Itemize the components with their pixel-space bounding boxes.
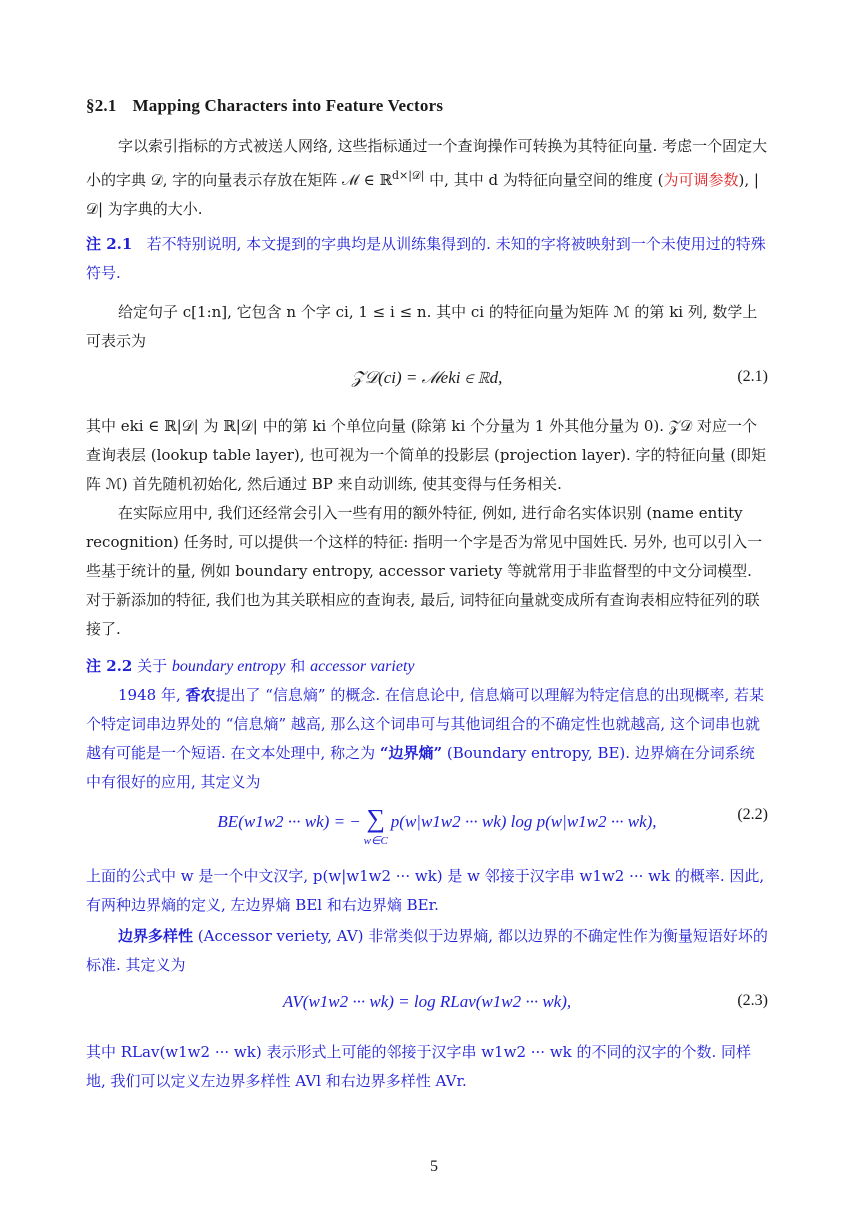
equation-lhs: BE(w1w2 ··· wk) = − bbox=[217, 812, 361, 831]
note-title-text: 关于 bbox=[137, 657, 168, 675]
section-number: §2.1 bbox=[86, 96, 117, 115]
note-paragraph bbox=[86, 681, 768, 797]
note-text: 若不特别说明, 本文提到的字典均是从训练集得到的. 未知的字将被映射到一个未使用过的特殊符号. bbox=[86, 235, 766, 282]
section-title: Mapping Characters into Feature Vectors bbox=[132, 96, 444, 115]
note-title-text: 和 bbox=[290, 657, 306, 675]
note-2-2 bbox=[86, 652, 768, 797]
equation-number: (2.2) bbox=[737, 806, 768, 823]
equation-2-2 bbox=[86, 806, 768, 856]
note-text: 提出了 “信息熵” 的概念. 在信息论中, 信息熵可以理解为特定信息的出现概率, 若某个特定词串边界处的 “信息熵” 越高, 那么这个词串可与其他词组合的不确定性也就越高, 这个词串也就越有可能是一个短语. 在文本处理中, 称之为 bbox=[86, 686, 764, 762]
boundary-entropy-term: “边界熵” bbox=[379, 744, 443, 762]
equation-number: (2.1) bbox=[737, 368, 768, 385]
note-title-term: boundary entropy bbox=[171, 658, 286, 675]
paragraph-sentence: 给定句子 c[1:n], 它包含 n 个字 ci, 1 ≤ i ≤ n. 其中 ci 的特征向量为矩阵 ℳ 的第 ki 列, 数学上可表示为 bbox=[86, 303, 758, 350]
paragraph-be-explanation: 上面的公式中 w 是一个中文汉字, p(w|w1w2 ··· wk) 是 w 邻接于汉字串 w1w2 ··· wk 的概率. 因此, 有两种边界熵的定义, 左边界熵 BEl 和右边界熵 BEr. bbox=[86, 867, 765, 914]
note-text: 1948 年, bbox=[118, 686, 186, 704]
accessor-variety-term: 边界多样性 bbox=[118, 927, 194, 945]
paragraph-av-explanation: 其中 RLav(w1w2 ··· wk) 表示形式上可能的邻接于汉字串 w1w2 ··· wk 的不同的汉字的个数. 同样地, 我们可以定义左边界多样性 AVl 和右边界多样性 AVr. bbox=[86, 1043, 752, 1090]
paragraph-text: 字以索引指标的方式被送人网络, 这些指标通过一个查询操作可转换为其特征向量. 考虑一个固定大小的字典 𝒟, 字的向量表示存放在矩阵 ℳ ∈ ℝ bbox=[86, 137, 768, 189]
equation-body: AV(w1w2 ··· wk) = log RLav(w1w2 ··· wk), bbox=[282, 992, 572, 1011]
shannon-name: 香农 bbox=[185, 686, 216, 704]
paragraph-accessor-variety bbox=[86, 922, 768, 980]
note-title-term: accessor variety bbox=[310, 658, 415, 675]
note-label: 注 2.2 bbox=[86, 657, 133, 675]
paragraph-unit-vector: 其中 eki ∈ ℝ|𝒟| 为 ℝ|𝒟| 中的第 ki 个单位向量 (除第 ki 个分量为 1 外其他分量为 0). 𝒵𝒟 对应一个查询表层 (lookup table layer), 也可视为一个简单的投影层 (projection layer). 字的特征向量 (即矩阵 ℳ) 首先随机初始化, 然后通过 BP 来自动训练, 使其变得与任务相关. bbox=[86, 417, 767, 493]
paragraph-text: ), |𝒟| 为字典的大小. bbox=[86, 171, 759, 218]
equation-number: (2.3) bbox=[737, 992, 768, 1009]
paragraph-dictionary bbox=[86, 132, 768, 224]
note-label: 注 2.1 bbox=[86, 235, 133, 253]
sum-index: w∈C bbox=[363, 835, 388, 847]
note-text: (Boundary entropy, BE). 边界熵在分词系统中有很好的应用, 其定义为 bbox=[86, 744, 755, 791]
equation-rhs: p(w|w1w2 ··· wk) log p(w|w1w2 ··· wk), bbox=[390, 812, 657, 831]
equation-2-3 bbox=[86, 992, 768, 1026]
paragraph-text: 中, 其中 d 为特征向量空间的维度 ( bbox=[424, 171, 664, 189]
equation-2-1 bbox=[86, 368, 768, 402]
tunable-parameter-note: 为可调参数 bbox=[663, 171, 739, 189]
section-heading bbox=[86, 96, 443, 116]
equation-body bbox=[86, 804, 778, 847]
note-2-1 bbox=[86, 230, 768, 288]
page-number: 5 bbox=[430, 1158, 438, 1175]
sum-symbol: ∑ w∈C bbox=[361, 806, 391, 832]
equation-body: 𝒵𝒟(ci) = ℳeki ∈ ℝd, bbox=[351, 368, 503, 387]
paragraph-extra-features: 在实际应用中, 我们还经常会引入一些有用的额外特征, 例如, 进行命名实体识别 (name entity recognition) 任务时, 可以提供一个这样的特征: 指明一个字是否为常见中国姓氏. 另外, 也可以引入一些基于统计的量, 例如 boundary entropy, accessor variety 等就常用于非监督型的中文分词模型. 对于新添加的特征, 我们也为其关联相应的查询表, 最后, 词特征向量就变成所有查询表相应特征列的联接了. bbox=[86, 504, 763, 638]
note-heading bbox=[86, 652, 768, 681]
superscript: d×|𝒟| bbox=[391, 169, 425, 182]
paragraph-text: (Accessor veriety, AV) 非常类似于边界熵, 都以边界的不确定性作为衡量短语好坏的标准. 其定义为 bbox=[86, 927, 768, 974]
